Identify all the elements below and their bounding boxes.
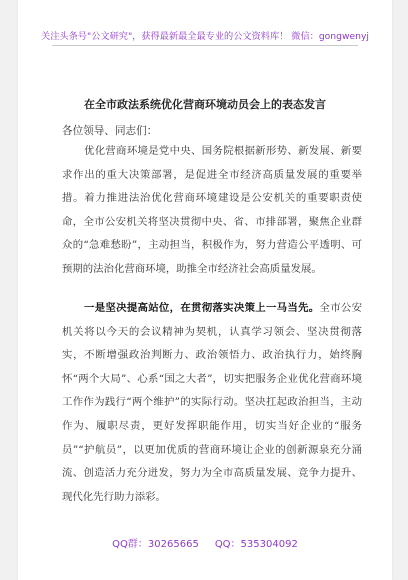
qq-contact: QQ：535304092 — [214, 539, 298, 550]
body-paragraph-1: 优化营商环境是党中央、国务院根据新形势、新发展、新要求作出的重大决策部署，是促进全市经济高质量发展的重要举措。着力推进法治优化营商环境建设是公安机关的重要职责使命，全市公安机关将坚决贯彻中央、省、市排部署，聚焦企业群众的“急难愁盼”，主动担当，积极作为，努力营造公平透明、可预期的法治化营商环境，助推全市经济社会高质量发展。 — [62, 145, 362, 275]
paragraph-lead-heading: 一是坚决提高站位，在贯彻落实决策上一马当先。 — [84, 302, 320, 314]
salutation: 各位领导、同志们： — [62, 125, 158, 137]
document-page — [18, 0, 392, 580]
header-divider — [52, 45, 358, 46]
paragraph-body-text: 全市公安机关将以今天的会议精神为契机，认真学习领会、坚决贯彻落实，不断增强政治判断力、政治领悟力、政治执行力，始终胸怀“两个大局”、心系“国之大者”，切实把服务企业优化营商环境工作作为践行“两个维护”的实际行动。坚决扛起政治担当，主动作为、履职尽责，更好发挥职能作用，切实当好企业的“服务员”“护航员”，以更加优质的营商环境让企业的创新源泉充分涌流、创造活力充分迸发，努力为全市高质量发展、竞争力提升、现代化先行助力添彩。 — [62, 302, 363, 503]
page-header-banner: 关注头条号"公文研究"，获得最新最全最专业的公文资料库！ 微信：gongwenyj — [41, 31, 369, 42]
qq-group-contact: QQ群：30265665 — [112, 539, 199, 550]
page-footer — [18, 535, 392, 550]
document-title: 在全市政法系统优化营商环境动员会上的表态发言 — [84, 98, 326, 111]
body-paragraph-2 — [62, 297, 362, 509]
